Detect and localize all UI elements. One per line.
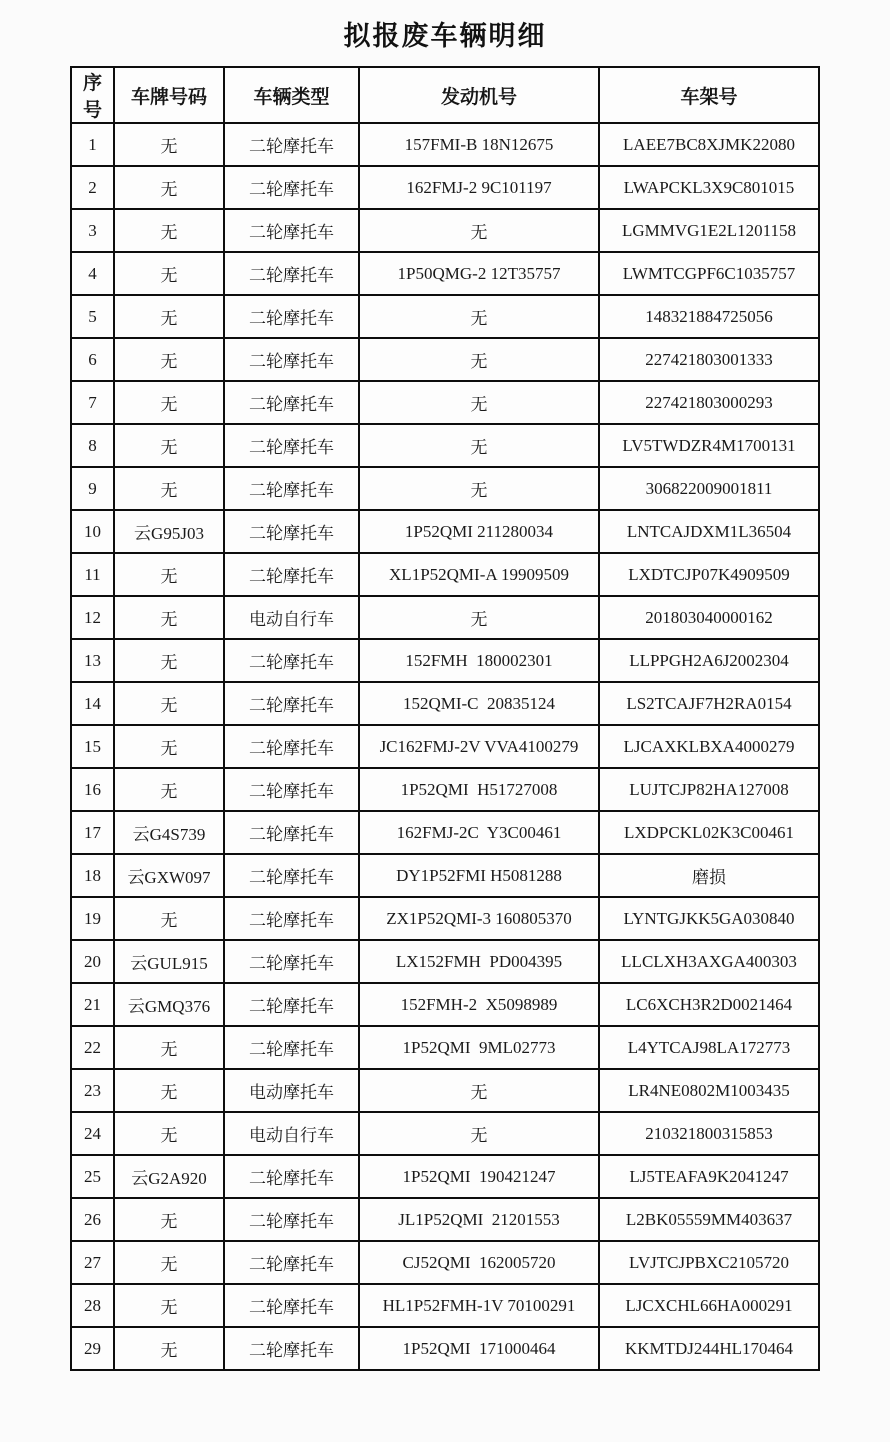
cell-plate: 无 [114, 1069, 224, 1112]
table-row [71, 983, 819, 1026]
cell-plate: 云G2A920 [114, 1155, 224, 1198]
column-header-plate: 车牌号码 [114, 67, 224, 123]
cell-no: 19 [71, 897, 114, 940]
table-row [71, 940, 819, 983]
cell-engine: 152QMI-C 20835124 [359, 682, 599, 725]
cell-frame: LAEE7BC8XJMK22080 [599, 123, 819, 166]
table-row [71, 1284, 819, 1327]
cell-frame: L4YTCAJ98LA172773 [599, 1026, 819, 1069]
cell-no: 22 [71, 1026, 114, 1069]
table-row [71, 510, 819, 553]
cell-engine: 无 [359, 209, 599, 252]
cell-frame: LJCXCHL66HA000291 [599, 1284, 819, 1327]
cell-frame: 磨损 [599, 854, 819, 897]
cell-type: 二轮摩托车 [224, 940, 359, 983]
table-row [71, 1327, 819, 1370]
cell-engine: 157FMI-B 18N12675 [359, 123, 599, 166]
cell-plate: 无 [114, 553, 224, 596]
cell-plate: 无 [114, 725, 224, 768]
cell-plate: 无 [114, 295, 224, 338]
table-row [71, 897, 819, 940]
cell-no: 3 [71, 209, 114, 252]
cell-engine: ZX1P52QMI-3 160805370 [359, 897, 599, 940]
cell-plate: 无 [114, 166, 224, 209]
cell-type: 二轮摩托车 [224, 682, 359, 725]
cell-frame: LWAPCKL3X9C801015 [599, 166, 819, 209]
cell-frame: 210321800315853 [599, 1112, 819, 1155]
cell-no: 27 [71, 1241, 114, 1284]
table-row [71, 123, 819, 166]
cell-no: 13 [71, 639, 114, 682]
cell-plate: 无 [114, 252, 224, 295]
cell-no: 8 [71, 424, 114, 467]
table-head [71, 67, 819, 123]
cell-frame: 201803040000162 [599, 596, 819, 639]
cell-plate: 无 [114, 682, 224, 725]
cell-frame: LV5TWDZR4M1700131 [599, 424, 819, 467]
cell-engine: XL1P52QMI-A 19909509 [359, 553, 599, 596]
table-row [71, 166, 819, 209]
table-row [71, 209, 819, 252]
cell-engine: DY1P52FMI H5081288 [359, 854, 599, 897]
cell-type: 二轮摩托车 [224, 854, 359, 897]
header-row [71, 67, 819, 123]
cell-frame: LC6XCH3R2D0021464 [599, 983, 819, 1026]
table-row [71, 1026, 819, 1069]
column-header-no: 序号 [71, 67, 114, 123]
cell-type: 电动自行车 [224, 1112, 359, 1155]
cell-plate: 云G95J03 [114, 510, 224, 553]
cell-no: 28 [71, 1284, 114, 1327]
cell-no: 18 [71, 854, 114, 897]
cell-type: 二轮摩托车 [224, 768, 359, 811]
cell-type: 二轮摩托车 [224, 295, 359, 338]
cell-type: 二轮摩托车 [224, 338, 359, 381]
table-row [71, 381, 819, 424]
cell-no: 24 [71, 1112, 114, 1155]
cell-engine: 无 [359, 1069, 599, 1112]
cell-plate: 无 [114, 1327, 224, 1370]
cell-engine: 无 [359, 338, 599, 381]
cell-frame: LVJTCJPBXC2105720 [599, 1241, 819, 1284]
scrap-vehicle-table [70, 66, 820, 1371]
cell-engine: JC162FMJ-2V VVA4100279 [359, 725, 599, 768]
cell-engine: HL1P52FMH-1V 70100291 [359, 1284, 599, 1327]
cell-frame: 148321884725056 [599, 295, 819, 338]
table-body [71, 123, 819, 1370]
cell-frame: LYNTGJKK5GA030840 [599, 897, 819, 940]
cell-engine: 无 [359, 295, 599, 338]
cell-type: 二轮摩托车 [224, 897, 359, 940]
cell-engine: JL1P52QMI 21201553 [359, 1198, 599, 1241]
cell-type: 二轮摩托车 [224, 1284, 359, 1327]
cell-engine: 1P52QMI 190421247 [359, 1155, 599, 1198]
cell-plate: 云GUL915 [114, 940, 224, 983]
cell-engine: 152FMH 180002301 [359, 639, 599, 682]
cell-plate: 无 [114, 123, 224, 166]
cell-type: 二轮摩托车 [224, 510, 359, 553]
cell-engine: 152FMH-2 X5098989 [359, 983, 599, 1026]
cell-type: 电动摩托车 [224, 1069, 359, 1112]
cell-frame: LWMTCGPF6C1035757 [599, 252, 819, 295]
cell-no: 14 [71, 682, 114, 725]
table-row [71, 424, 819, 467]
table-row [71, 768, 819, 811]
table-row [71, 639, 819, 682]
cell-frame: L2BK05559MM403637 [599, 1198, 819, 1241]
cell-plate: 无 [114, 1026, 224, 1069]
cell-engine: 无 [359, 467, 599, 510]
cell-type: 二轮摩托车 [224, 1241, 359, 1284]
cell-frame: LGMMVG1E2L1201158 [599, 209, 819, 252]
cell-no: 17 [71, 811, 114, 854]
cell-engine: 1P52QMI 9ML02773 [359, 1026, 599, 1069]
cell-plate: 无 [114, 639, 224, 682]
table-row [71, 854, 819, 897]
cell-no: 6 [71, 338, 114, 381]
table-row [71, 1241, 819, 1284]
table-row [71, 1198, 819, 1241]
cell-frame: 227421803001333 [599, 338, 819, 381]
table-row [71, 252, 819, 295]
cell-plate: 无 [114, 338, 224, 381]
table-row [71, 467, 819, 510]
column-header-frame: 车架号 [599, 67, 819, 123]
cell-engine: 无 [359, 596, 599, 639]
cell-engine: CJ52QMI 162005720 [359, 1241, 599, 1284]
cell-plate: 无 [114, 596, 224, 639]
cell-plate: 无 [114, 209, 224, 252]
cell-plate: 无 [114, 768, 224, 811]
table-row [71, 682, 819, 725]
cell-no: 15 [71, 725, 114, 768]
cell-type: 二轮摩托车 [224, 1026, 359, 1069]
cell-engine: 无 [359, 1112, 599, 1155]
cell-engine: LX152FMH PD004395 [359, 940, 599, 983]
table-row [71, 553, 819, 596]
cell-frame: LJ5TEAFA9K2041247 [599, 1155, 819, 1198]
cell-engine: 1P52QMI 211280034 [359, 510, 599, 553]
document-page [0, 14, 890, 1371]
cell-plate: 无 [114, 381, 224, 424]
cell-frame: LNTCAJDXM1L36504 [599, 510, 819, 553]
cell-type: 二轮摩托车 [224, 1327, 359, 1370]
cell-no: 9 [71, 467, 114, 510]
cell-no: 23 [71, 1069, 114, 1112]
table-row [71, 338, 819, 381]
cell-engine: 无 [359, 381, 599, 424]
cell-frame: LXDPCKL02K3C00461 [599, 811, 819, 854]
cell-type: 二轮摩托车 [224, 1198, 359, 1241]
cell-type: 二轮摩托车 [224, 252, 359, 295]
column-header-type: 车辆类型 [224, 67, 359, 123]
cell-engine: 1P52QMI H51727008 [359, 768, 599, 811]
table-row [71, 725, 819, 768]
cell-engine: 1P50QMG-2 12T35757 [359, 252, 599, 295]
cell-type: 二轮摩托车 [224, 811, 359, 854]
cell-no: 29 [71, 1327, 114, 1370]
cell-type: 二轮摩托车 [224, 381, 359, 424]
table-row [71, 596, 819, 639]
cell-plate: 无 [114, 1284, 224, 1327]
cell-plate: 无 [114, 1198, 224, 1241]
cell-no: 26 [71, 1198, 114, 1241]
column-header-engine: 发动机号 [359, 67, 599, 123]
cell-type: 二轮摩托车 [224, 1155, 359, 1198]
cell-type: 二轮摩托车 [224, 209, 359, 252]
cell-no: 16 [71, 768, 114, 811]
cell-no: 5 [71, 295, 114, 338]
cell-type: 二轮摩托车 [224, 123, 359, 166]
cell-type: 二轮摩托车 [224, 725, 359, 768]
cell-frame: LXDTCJP07K4909509 [599, 553, 819, 596]
cell-plate: 云G4S739 [114, 811, 224, 854]
cell-frame: 227421803000293 [599, 381, 819, 424]
cell-frame: LR4NE0802M1003435 [599, 1069, 819, 1112]
cell-plate: 无 [114, 897, 224, 940]
cell-no: 11 [71, 553, 114, 596]
cell-type: 二轮摩托车 [224, 424, 359, 467]
table-row [71, 1155, 819, 1198]
cell-frame: KKMTDJ244HL170464 [599, 1327, 819, 1370]
cell-frame: LUJTCJP82HA127008 [599, 768, 819, 811]
cell-frame: LLCLXH3AXGA400303 [599, 940, 819, 983]
cell-no: 4 [71, 252, 114, 295]
table-row [71, 811, 819, 854]
cell-no: 12 [71, 596, 114, 639]
cell-type: 二轮摩托车 [224, 983, 359, 1026]
cell-plate: 无 [114, 424, 224, 467]
cell-plate: 云GXW097 [114, 854, 224, 897]
cell-plate: 无 [114, 1112, 224, 1155]
cell-frame: LJCAXKLBXA4000279 [599, 725, 819, 768]
cell-no: 1 [71, 123, 114, 166]
cell-no: 21 [71, 983, 114, 1026]
cell-no: 2 [71, 166, 114, 209]
cell-type: 二轮摩托车 [224, 166, 359, 209]
cell-plate: 无 [114, 467, 224, 510]
cell-no: 10 [71, 510, 114, 553]
cell-plate: 云GMQ376 [114, 983, 224, 1026]
page-title: 拟报废车辆明细 [343, 21, 547, 51]
cell-no: 25 [71, 1155, 114, 1198]
cell-engine: 162FMJ-2C Y3C00461 [359, 811, 599, 854]
table-row [71, 1112, 819, 1155]
cell-no: 20 [71, 940, 114, 983]
cell-frame: LS2TCAJF7H2RA0154 [599, 682, 819, 725]
cell-frame: 306822009001811 [599, 467, 819, 510]
cell-engine: 1P52QMI 171000464 [359, 1327, 599, 1370]
cell-type: 二轮摩托车 [224, 467, 359, 510]
cell-type: 二轮摩托车 [224, 639, 359, 682]
cell-plate: 无 [114, 1241, 224, 1284]
cell-engine: 无 [359, 424, 599, 467]
cell-type: 电动自行车 [224, 596, 359, 639]
table-row [71, 295, 819, 338]
cell-frame: LLPPGH2A6J2002304 [599, 639, 819, 682]
cell-type: 二轮摩托车 [224, 553, 359, 596]
cell-engine: 162FMJ-2 9C101197 [359, 166, 599, 209]
cell-no: 7 [71, 381, 114, 424]
table-row [71, 1069, 819, 1112]
